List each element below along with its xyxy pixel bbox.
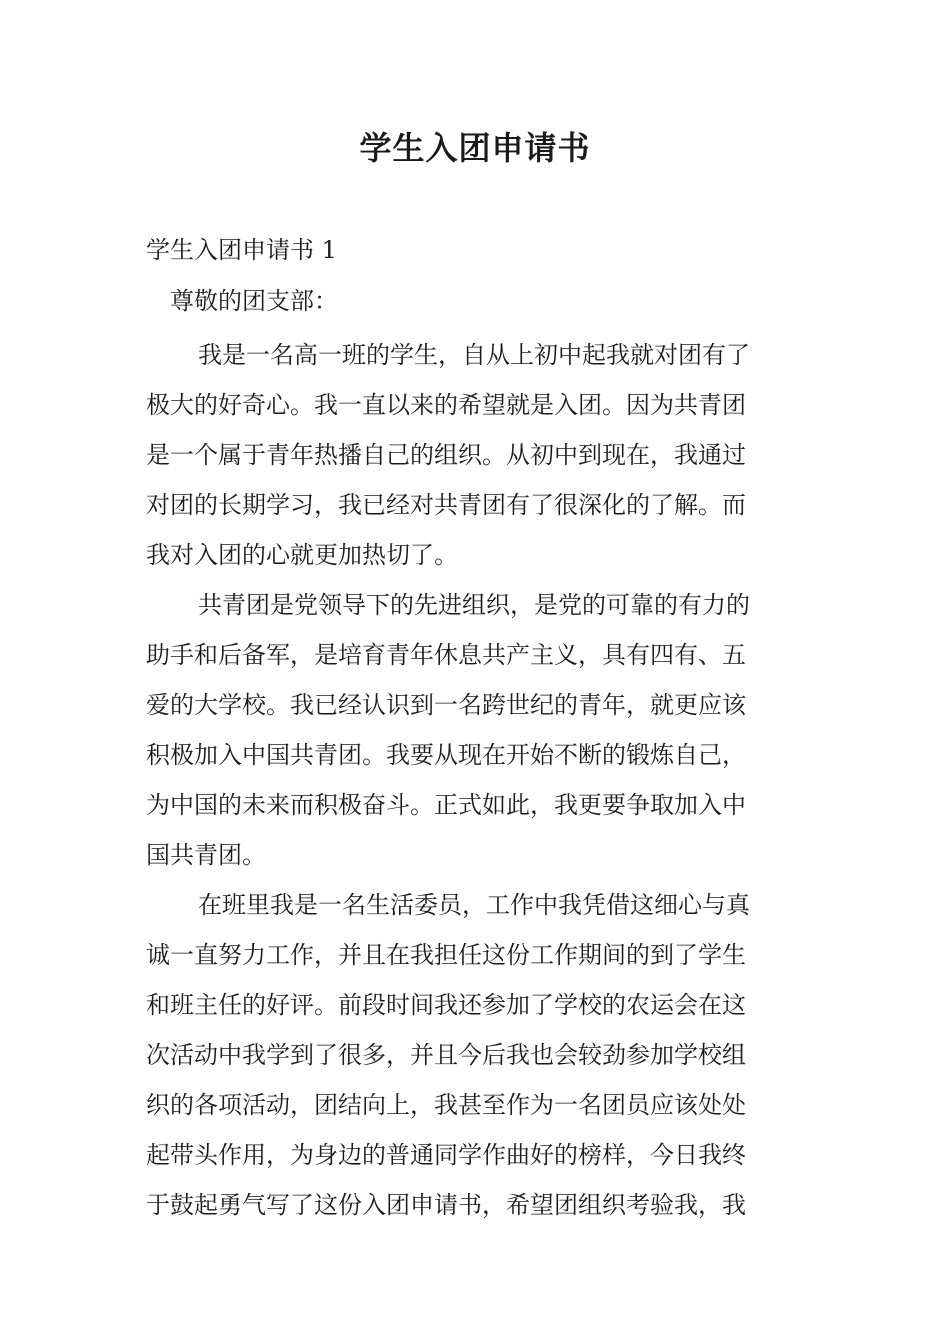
paragraph-line: 积极加入中国共青团。我要从现在开始不断的锻炼自己， bbox=[146, 741, 746, 769]
section-heading: 学生入团申请书 1 bbox=[146, 236, 337, 264]
paragraph-line: 我是一名高一班的学生，自从上初中起我就对团有了 bbox=[198, 341, 750, 369]
letter-body bbox=[146, 330, 808, 1230]
paragraph-line: 诚一直努力工作，并且在我担任这份工作期间的到了学生 bbox=[146, 941, 746, 969]
paragraph-line: 织的各项活动，团结向上，我甚至作为一名团员应该处处 bbox=[146, 1091, 746, 1119]
paragraph-line: 是一个属于青年热播自己的组织。从初中到现在，我通过 bbox=[146, 441, 746, 469]
paragraph-1 bbox=[146, 330, 808, 580]
paragraph-line: 共青团是党领导下的先进组织，是党的可靠的有力的 bbox=[198, 591, 750, 619]
paragraph-line: 在班里我是一名生活委员，工作中我凭借这细心与真 bbox=[198, 891, 750, 919]
paragraph-line: 爱的大学校。我已经认识到一名跨世纪的青年，就更应该 bbox=[146, 691, 746, 719]
paragraph-line: 极大的好奇心。我一直以来的希望就是入团。因为共青团 bbox=[146, 391, 746, 419]
salutation: 尊敬的团支部： bbox=[170, 287, 338, 315]
paragraph-line: 于鼓起勇气写了这份入团申请书，希望团组织考验我，我 bbox=[146, 1191, 746, 1219]
paragraph-line: 对团的长期学习，我已经对共青团有了很深化的了解。而 bbox=[146, 491, 746, 519]
paragraph-line: 起带头作用，为身边的普通同学作曲好的榜样，今日我终 bbox=[146, 1141, 746, 1169]
paragraph-line: 我对入团的心就更加热切了。 bbox=[146, 541, 458, 569]
paragraph-line: 为中国的未来而积极奋斗。正式如此，我更要争取加入中 bbox=[146, 791, 746, 819]
paragraph-line: 和班主任的好评。前段时间我还参加了学校的农运会在这 bbox=[146, 991, 746, 1019]
document-title: 学生入团申请书 bbox=[359, 129, 591, 167]
paragraph-3 bbox=[146, 880, 808, 1230]
paragraph-line: 次活动中我学到了很多，并且今后我也会较劲参加学校组 bbox=[146, 1041, 746, 1069]
paragraph-line: 助手和后备军，是培育青年休息共产主义，具有四有、五 bbox=[146, 641, 746, 669]
paragraph-line: 国共青团。 bbox=[146, 841, 266, 869]
paragraph-2 bbox=[146, 580, 808, 880]
